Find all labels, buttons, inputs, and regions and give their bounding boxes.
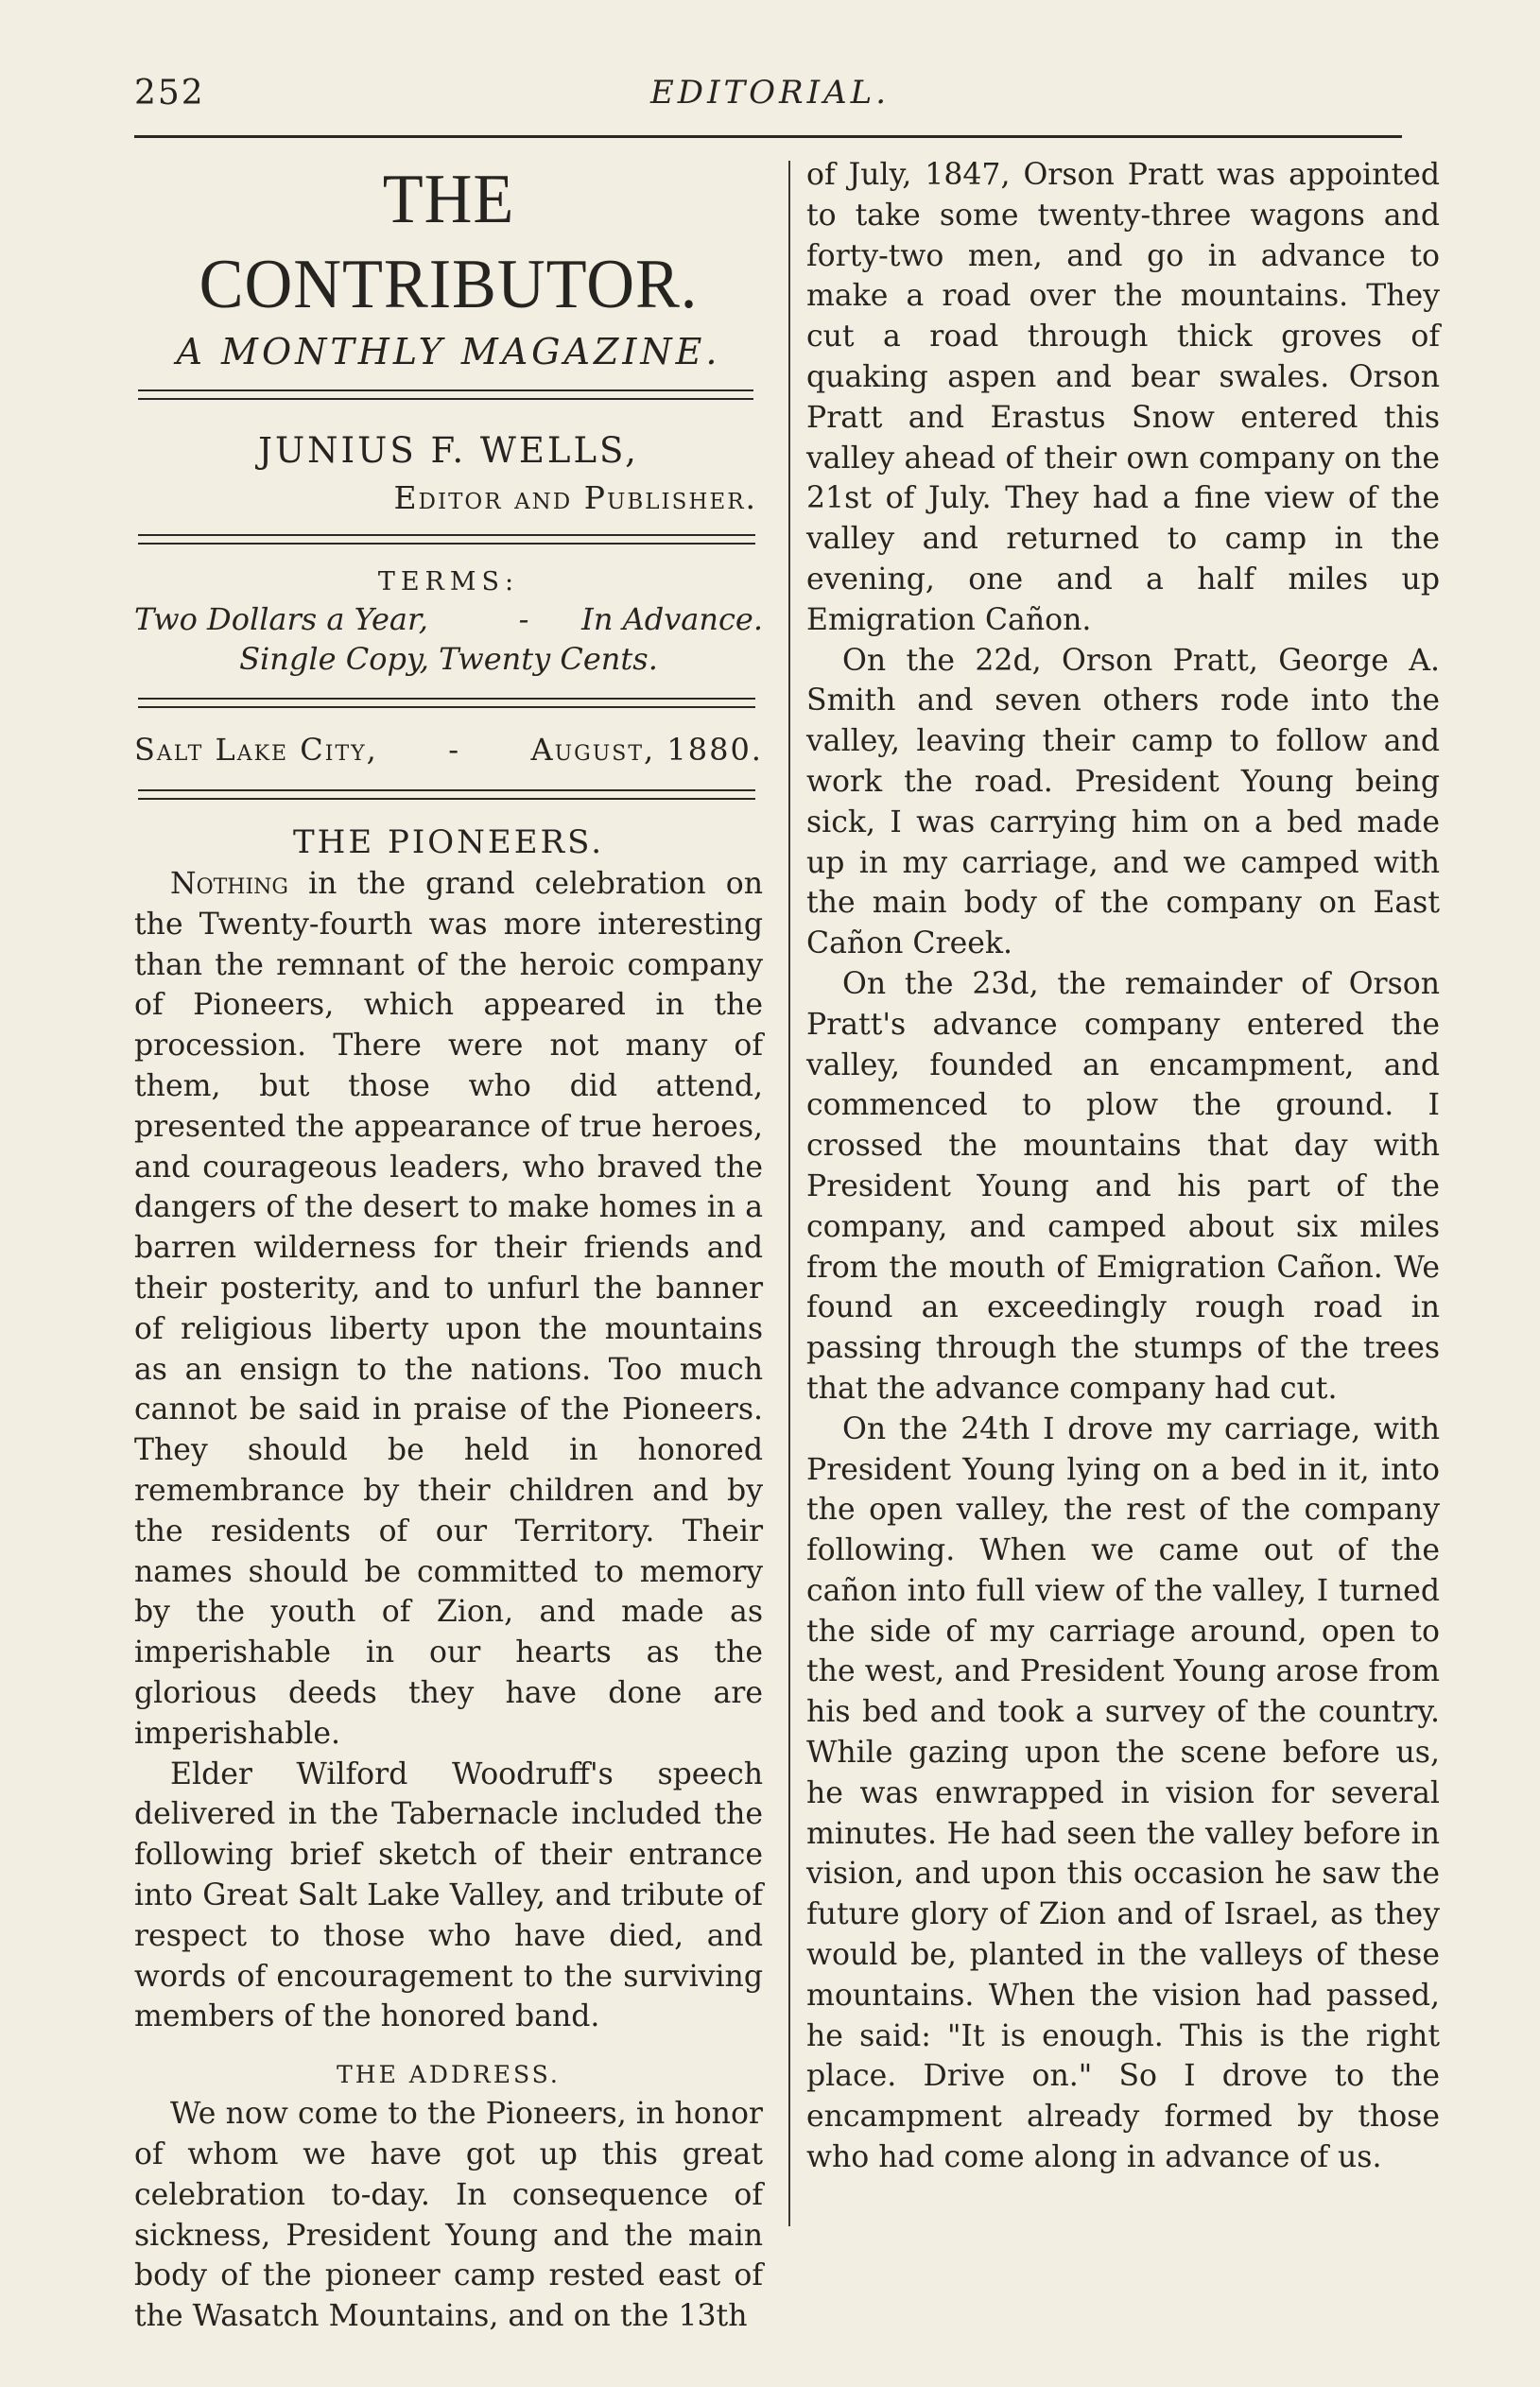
article-title: THE PIONEERS. <box>292 823 604 861</box>
terms-label: TERMS: <box>377 567 520 597</box>
address-subtitle: THE ADDRESS. <box>337 2061 561 2089</box>
header-rule <box>134 135 1402 138</box>
dateline <box>134 729 763 770</box>
left-column <box>134 155 763 2337</box>
paragraph-3: We now come to the Pioneers, in honor of whom we have got up this great celebration to-day. In consequence of sickness, President Young and the main body of the pioneer camp rested east of the Wasatch Mountains, and on the 13th <box>134 2097 763 2334</box>
running-title: EDITORIAL. <box>649 74 891 112</box>
paragraph-lead-word: Nothing <box>170 867 288 901</box>
editor-name: JUNIUS F. WELLS, <box>258 430 639 471</box>
paragraph-6: On the 23d, the remainder of Orson Pratt's advance company entered the valley, founded an encampment, and commenced to plow the ground. I crossed the mountains that day with President Young and his part of the company, and camped about six miles from the mouth of Emigration Cañon. We found an exceedingly rough road in passing through the stumps of the trees that the advance company had cut. <box>806 966 1440 1406</box>
paragraph-1-text: in the grand celebration on the Twenty-fourth was more interesting than the remnant of the heroic company of Pioneers, which appeared in the procession. There were not many of them, but those who did attend, presented the appearance of true heroes, and courageous leaders, who braved the dangers of the desert to make homes in a barren wilderness for their friends and their posterity, and to unfurl the banner of religious liberty upon the mountains as an ensign to the nations. Too much cannot be said in praise of the Pioneers. They should be held in honored remembrance by their children and by the residents of our Territory. Their names should be committed to memory by the youth of Zion, and made as imperishable in our hearts as the glorious deeds they have done are imperishable. <box>134 867 763 1751</box>
editor-role: Editor and Publisher. <box>393 479 757 516</box>
right-column <box>806 155 1440 2178</box>
page-number: 252 <box>134 74 205 112</box>
terms-price: Two Dollars a Year, <box>134 601 428 637</box>
paragraph-4: of July, 1847, Orson Pratt was appointed to take some twenty-three wagons and forty-two men, and go in advance to make a road over the mountains. They cut a road through thick groves of quaking aspen and bear swales. Orson Pratt and Erastus Snow entered this valley ahead of their own company on the 21st of July. They had a fine view of the valley and returned to camp in the evening, one and a half miles up Emigration Cañon. <box>806 158 1440 637</box>
running-header <box>134 74 1406 121</box>
double-rule <box>138 789 755 800</box>
column-divider <box>788 161 790 2226</box>
terms-single-copy: Single Copy, Twenty Cents. <box>239 641 658 677</box>
paragraph-7: On the 24th I drove my carriage, with President Young lying on a bed in it, into the open valley, the rest of the company following. When we came out of the cañon into full view of the valley, I turned the side of my carriage around, open to the west, and President Young arose from his bed and took a survey of the country. While gazing upon the scene before us, he was enwrapped in vision for several minutes. He had seen the valley before in vision, and upon this occasion he saw the future glory of Zion and of Israel, as they would be, planted in the valleys of these mountains. When the vision had passed, he said: "It is enough. This is the right place. Drive on." So I drove to the encampment already formed by those who had come along in advance of us. <box>806 1411 1440 2175</box>
masthead-title: THE CONTRIBUTOR. <box>199 161 699 323</box>
paragraph-5: On the 22d, Orson Pratt, George A. Smith and seven others rode into the valley, leaving their camp to follow and work the road. President Young being sick, I was carrying him on a bed made up in my carriage, and we camped with the main body of the company on East Cañon Creek. <box>806 643 1440 961</box>
double-rule <box>138 698 755 708</box>
double-rule <box>138 389 753 400</box>
date-city: Salt Lake City, <box>134 732 378 768</box>
date-dash: - <box>448 732 461 768</box>
terms-dash: - <box>518 601 529 637</box>
paragraph-2: Elder Wilford Woodruff's speech delivered in the Tabernacle included the following brief sketch of their entrance into Great Salt Lake Valley, and tribute of respect to those who have died, and words of encouragement to the surviving members of the honored band. <box>134 1756 763 2034</box>
double-rule <box>138 534 755 545</box>
terms-price-line <box>134 599 763 639</box>
paragraph-1 <box>134 864 763 1755</box>
terms-advance: In Advance. <box>581 601 763 637</box>
masthead-subtitle: A MONTHLY MAGAZINE. <box>176 331 721 372</box>
date-issue: August, 1880. <box>530 732 763 768</box>
